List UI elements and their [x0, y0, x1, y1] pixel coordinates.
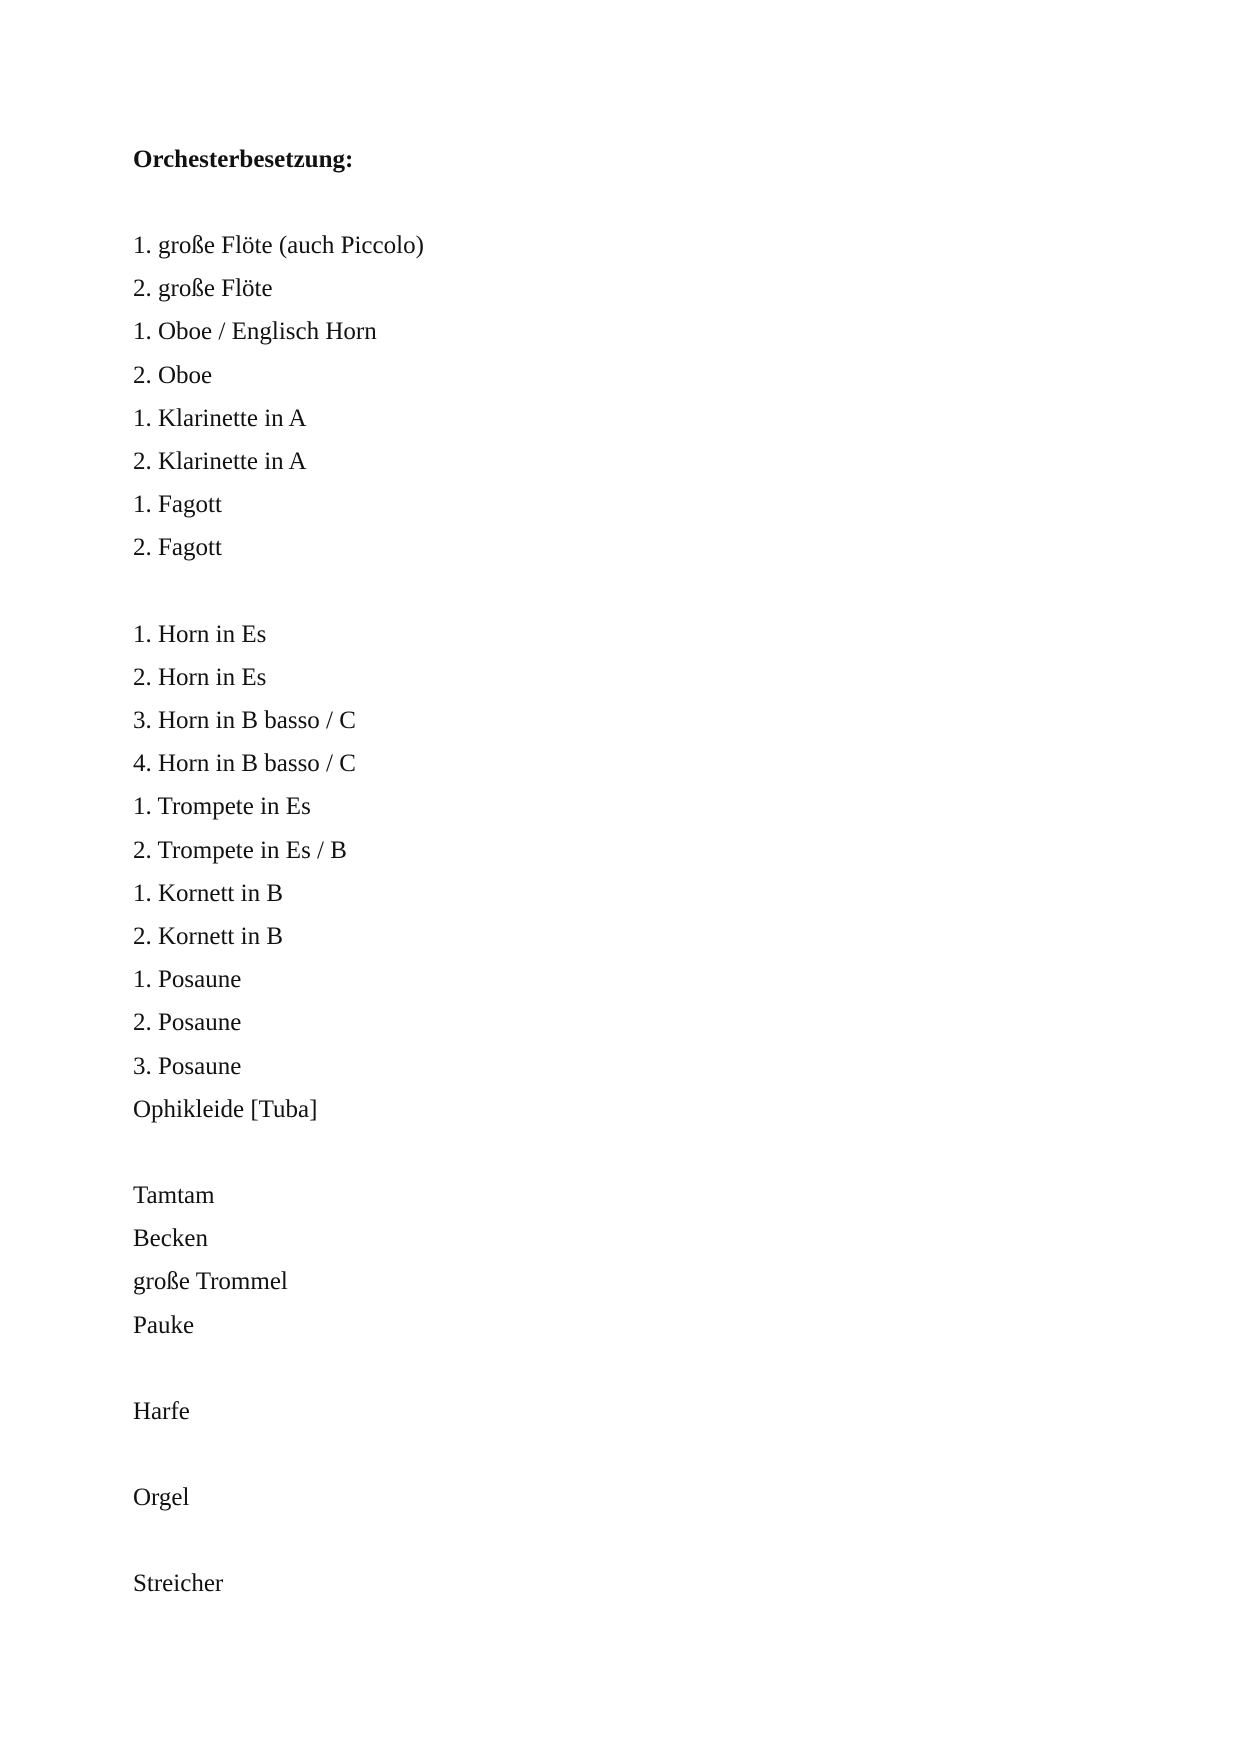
- strings-group: [133, 1562, 1133, 1605]
- percussion-group: [133, 1174, 1133, 1347]
- instrument-entry: Orgel: [133, 1484, 190, 1512]
- instrument-entry: 4. Horn in B basso / C: [133, 750, 356, 778]
- instrument-entry: Harfe: [133, 1397, 190, 1425]
- instrument-entry: große Trommel: [133, 1268, 288, 1296]
- instrument-entry: 2. Trompete in Es / B: [133, 836, 347, 864]
- harp-group: [133, 1390, 1133, 1433]
- instrument-entry: 1. Horn in Es: [133, 620, 267, 648]
- organ-group: [133, 1476, 1133, 1519]
- instrument-entry: 2. Kornett in B: [133, 923, 283, 951]
- instrument-entry: 1. Kornett in B: [133, 879, 283, 907]
- brass-group: [133, 613, 1133, 1131]
- instrument-entry: 2. Fagott: [133, 534, 222, 562]
- instrument-entry: 2. große Flöte: [133, 275, 273, 303]
- instrument-entry: 2. Posaune: [133, 1009, 242, 1037]
- instrument-entry: 2. Klarinette in A: [133, 448, 307, 476]
- instrument-entry: Tamtam: [133, 1182, 215, 1210]
- instrument-entry: 1. Posaune: [133, 966, 242, 994]
- page-title: Orchesterbesetzung:: [133, 146, 354, 173]
- instrument-entry: 1. Oboe / Englisch Horn: [133, 318, 377, 346]
- instrument-entry: 1. Trompete in Es: [133, 793, 311, 821]
- instrument-entry: 1. Klarinette in A: [133, 404, 307, 432]
- instrument-entry: 1. Fagott: [133, 491, 222, 519]
- instrument-entry: Ophikleide [Tuba]: [133, 1095, 318, 1123]
- instrument-entry: Streicher: [133, 1570, 224, 1598]
- instrument-entry: 3. Horn in B basso / C: [133, 707, 356, 735]
- woodwind-group: [133, 224, 1133, 570]
- instrument-entry: 2. Horn in Es: [133, 663, 267, 691]
- instrument-entry: Pauke: [133, 1311, 195, 1339]
- instrument-entry: 3. Posaune: [133, 1052, 242, 1080]
- document-page: [133, 138, 1133, 1605]
- instrument-entry: 1. große Flöte (auch Piccolo): [133, 232, 424, 259]
- instrument-entry: 2. Oboe: [133, 361, 213, 389]
- instrument-entry: Becken: [133, 1225, 208, 1253]
